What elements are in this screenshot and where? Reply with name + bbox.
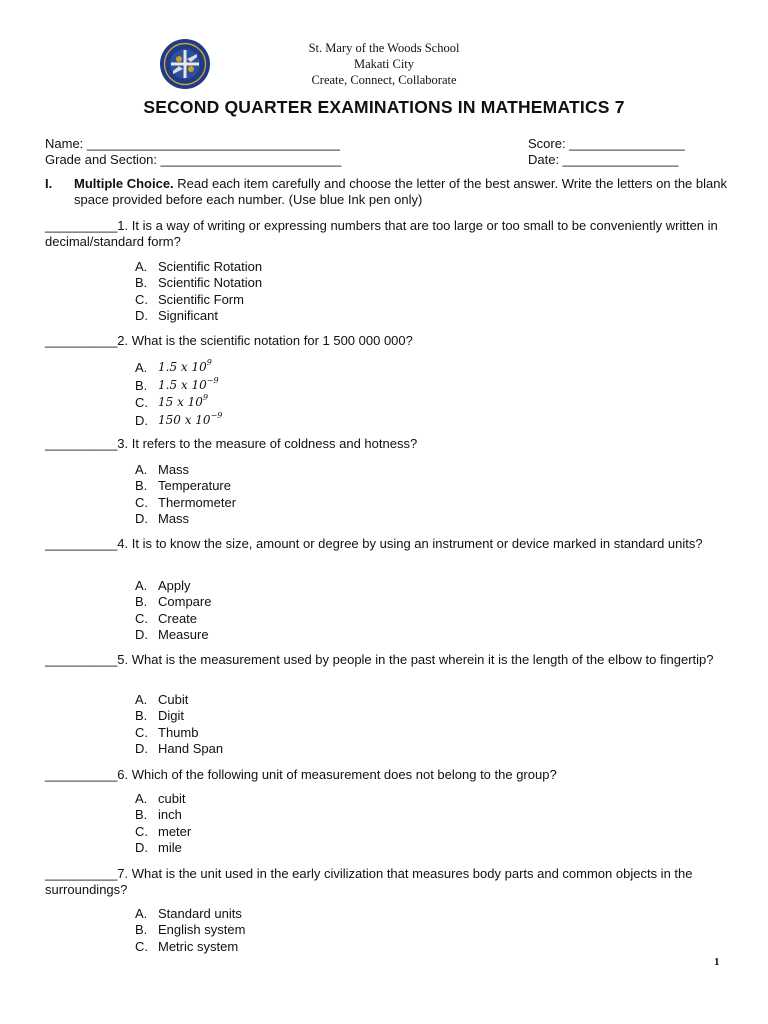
school-name: St. Mary of the Woods School [308, 41, 460, 55]
exam-page: St. Mary of the Woods School Makati City Create, Connect, Collaborate SECOND QUARTER EXAMINATIONS IN MATHEMATICS 7 Name: ___________________________________ Score: ________________ Grade and Section: _________________________ Date: ________________ I. Multiple Choice. Read each item carefully and choose the letter of the best answer. Write the letters on the blank space provided before each number. (Use blue Ink pen only) __________1. It is a way of writing or expressing numbers that are too large or too small to be conveniently written in decimal/standard form? A. Scientific Rotation B. Scientific Notation C. Scientific Form D. Significant __________2. What is the scientific notation for 1 500 000 000? A. 1.5 x $10^9$ B. 1.5 x $10^{-9}$ C. 15 x $10^9$ D. 150 x $10^{-9}$ __________3. It refers to the measure of coldness and hotness? A. Mass B. Temperature C. Thermometer D. Mass __________4. It is to know the size, amount or degree by using an instrument or device marked in standard units? A. Apply B. Compare C. Create D. Measure __________5. What is the measurement used by people in the past wherein it is the length of the elbow to fingertip? A. Cubit B. Digit C. Thumb D. Hand Span __________6. Which of the following unit of measurement does not belong to the group? A. cubit B. inch C. meter D. mile __________7. What is the unit used in the early civilization that measures body parts and common objects in the surroundings? A. Standard units B. English system C. Metric system 1 [0, 0, 768, 1024]
grade-section-field: Grade and Section: _________________________ [45, 152, 342, 167]
school-city: Makati City [353, 57, 415, 71]
school-motto: Create, Connect, Collaborate [311, 73, 457, 87]
section-title: Multiple Choice. [74, 176, 174, 191]
name-field: Name: ___________________________________ [45, 136, 340, 151]
question-5: __________5. What is the measurement used by people in the past wherein it is the length of the elbow to fingertip? [45, 652, 714, 667]
school-info [0, 40, 768, 88]
date-field: Date: ________________ [528, 152, 679, 167]
section-number: I. [45, 176, 53, 191]
score-field: Score: ________________ [528, 136, 685, 151]
question-7: __________7. What is the unit used in the early civilization that measures body parts and common objects in the surroundings? [45, 866, 693, 897]
question-2: __________2. What is the scientific notation for 1 500 000 000? [45, 333, 413, 348]
question-6: __________6. Which of the following unit of measurement does not belong to the group? [45, 767, 557, 782]
section-instructions: Read each item carefully and choose the letter of the best answer. Write the letters on the blank space provided before each number. (Use blue Ink pen only) [74, 176, 727, 207]
question-3: __________3. It refers to the measure of coldness and hotness? [45, 436, 418, 451]
page-number: 1 [714, 956, 720, 968]
exam-title: SECOND QUARTER EXAMINATIONS IN MATHEMATICS 7 [143, 97, 625, 117]
question-4: __________4. It is to know the size, amount or degree by using an instrument or device marked in standard units? [45, 536, 703, 551]
question-1: __________1. It is a way of writing or expressing numbers that are too large or too small to be conveniently written in decimal/standard form? [45, 218, 718, 249]
